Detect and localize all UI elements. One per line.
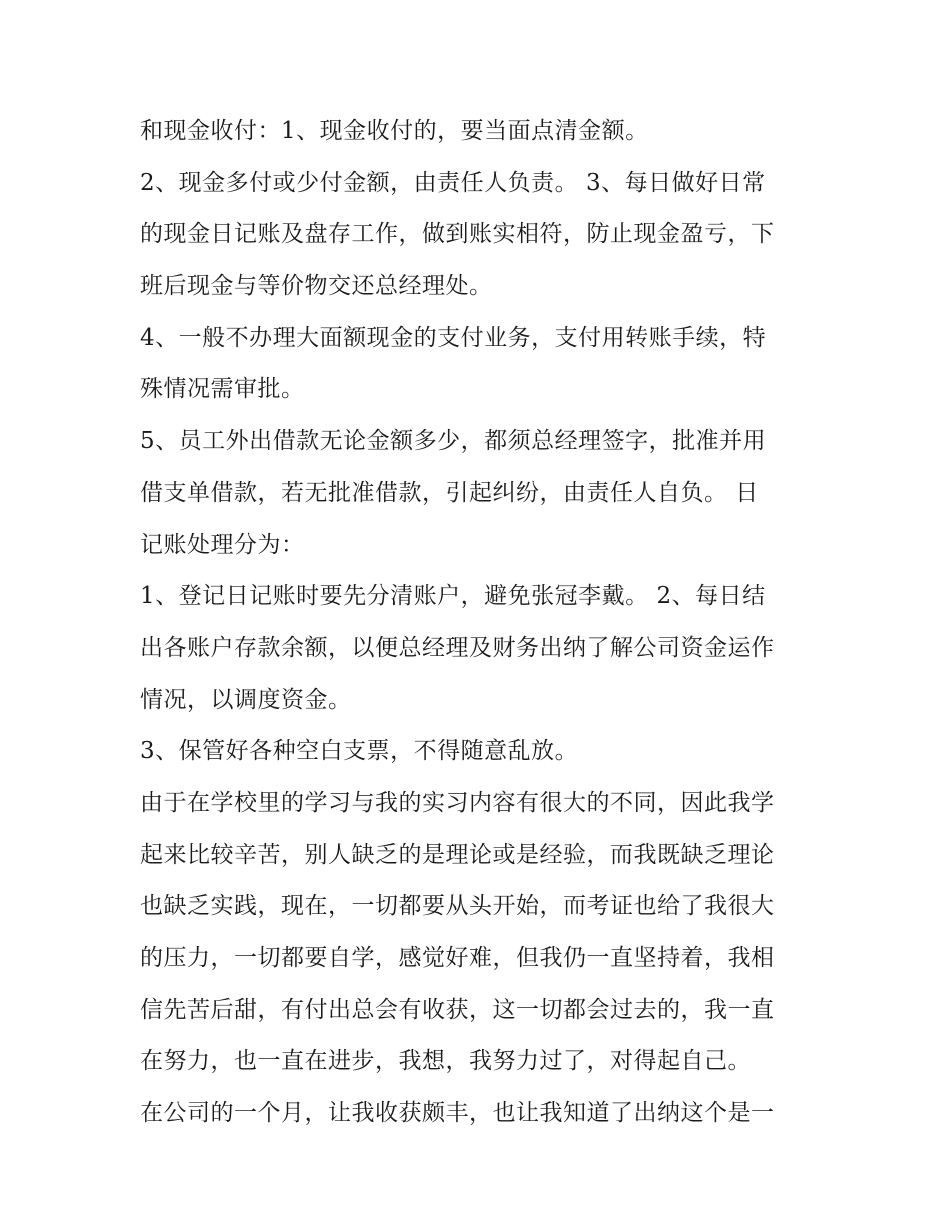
text-line: 5、员工外出借款无论金额多少，都须总经理签字，批准并用 [140, 428, 767, 455]
text-line: 的压力，一切都要自学，感觉好难，但我仍一直坚持着，我相 [140, 945, 775, 971]
text-line: 2、现金多付或少付金额，由责任人负责。 3、每日做好日常 [140, 169, 766, 196]
text-line: 起来比较辛苦，别人缺乏的是理论或是经验，而我既缺乏理论 [140, 841, 775, 868]
text-line: 由于在学校里的学习与我的实习内容有很大的不同，因此我学 [140, 789, 775, 816]
text-line: 出各账户存款余额，以便总经理及财务出纳了解公司资金运作 [140, 634, 775, 661]
text-line: 1、登记日记账时要先分清账户，避免张冠李戴。 2、每日结 [140, 583, 766, 610]
text-line: 的现金日记账及盘存工作，做到账实相符，防止现金盈亏，下 [140, 221, 775, 248]
text-line: 班后现金与等价物交还总经理处。 [140, 273, 493, 300]
text-line: 3、保管好各种空白支票，不得随意乱放。 [140, 738, 579, 765]
text-line: 情况，以调度资金。 [140, 686, 352, 713]
text-line: 在努力，也一直在进步，我想，我努力过了，对得起自己。 [140, 1048, 751, 1075]
text-line: 殊情况需审批。 [140, 376, 305, 403]
text-line: 信先苦后甜，有付出总会有收获，这一切都会过去的，我一直 [140, 996, 775, 1023]
text-line: 在公司的一个月，让我收获颇丰，也让我知道了出纳这个是一 [140, 1100, 775, 1127]
text-line: 记账处理分为： [140, 531, 305, 558]
text-line: 也缺乏实践，现在，一切都要从头开始，而考证也给了我很大 [140, 893, 775, 920]
text-line: 4、一般不办理大面额现金的支付业务，支付用转账手续，特 [140, 324, 767, 351]
text-line: 借支单借款，若无批准借款，引起纠纷，由责任人自负。 日 [140, 479, 759, 506]
body-text [140, 106, 820, 1140]
text-line: 和现金收付：1、现金收付的，要当面点清金额。 [140, 118, 649, 144]
